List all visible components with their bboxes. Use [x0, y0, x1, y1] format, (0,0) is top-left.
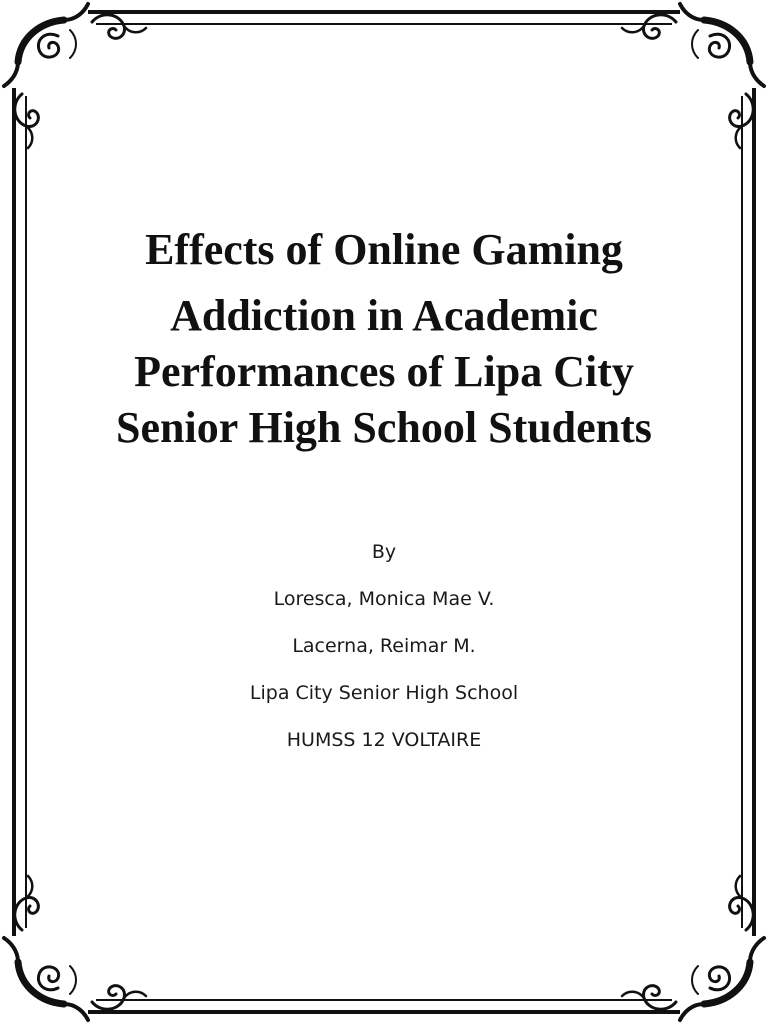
- author-name-1: Loresca, Monica Mae V.: [273, 588, 495, 610]
- class-section: HUMSS 12 VOLTAIRE: [286, 729, 482, 751]
- author-info: [0, 540, 768, 775]
- by-label: By: [371, 541, 397, 563]
- corner-flourish-top-right: [622, 4, 764, 148]
- title-line-1: Effects of Online Gaming: [145, 225, 623, 274]
- author-name-2: Lacerna, Reimar M.: [292, 635, 476, 657]
- title-line-4: Senior High School Students: [116, 403, 652, 452]
- title-line-3: Performances of Lipa City: [134, 347, 634, 396]
- corner-flourish-top-left: [4, 4, 146, 148]
- corner-flourish-bottom-left: [4, 876, 146, 1020]
- corner-flourish-bottom-right: [622, 876, 764, 1020]
- title-line-2: Addiction in Academic: [170, 291, 598, 340]
- school-name: Lipa City Senior High School: [249, 682, 519, 704]
- document-title: [0, 222, 768, 456]
